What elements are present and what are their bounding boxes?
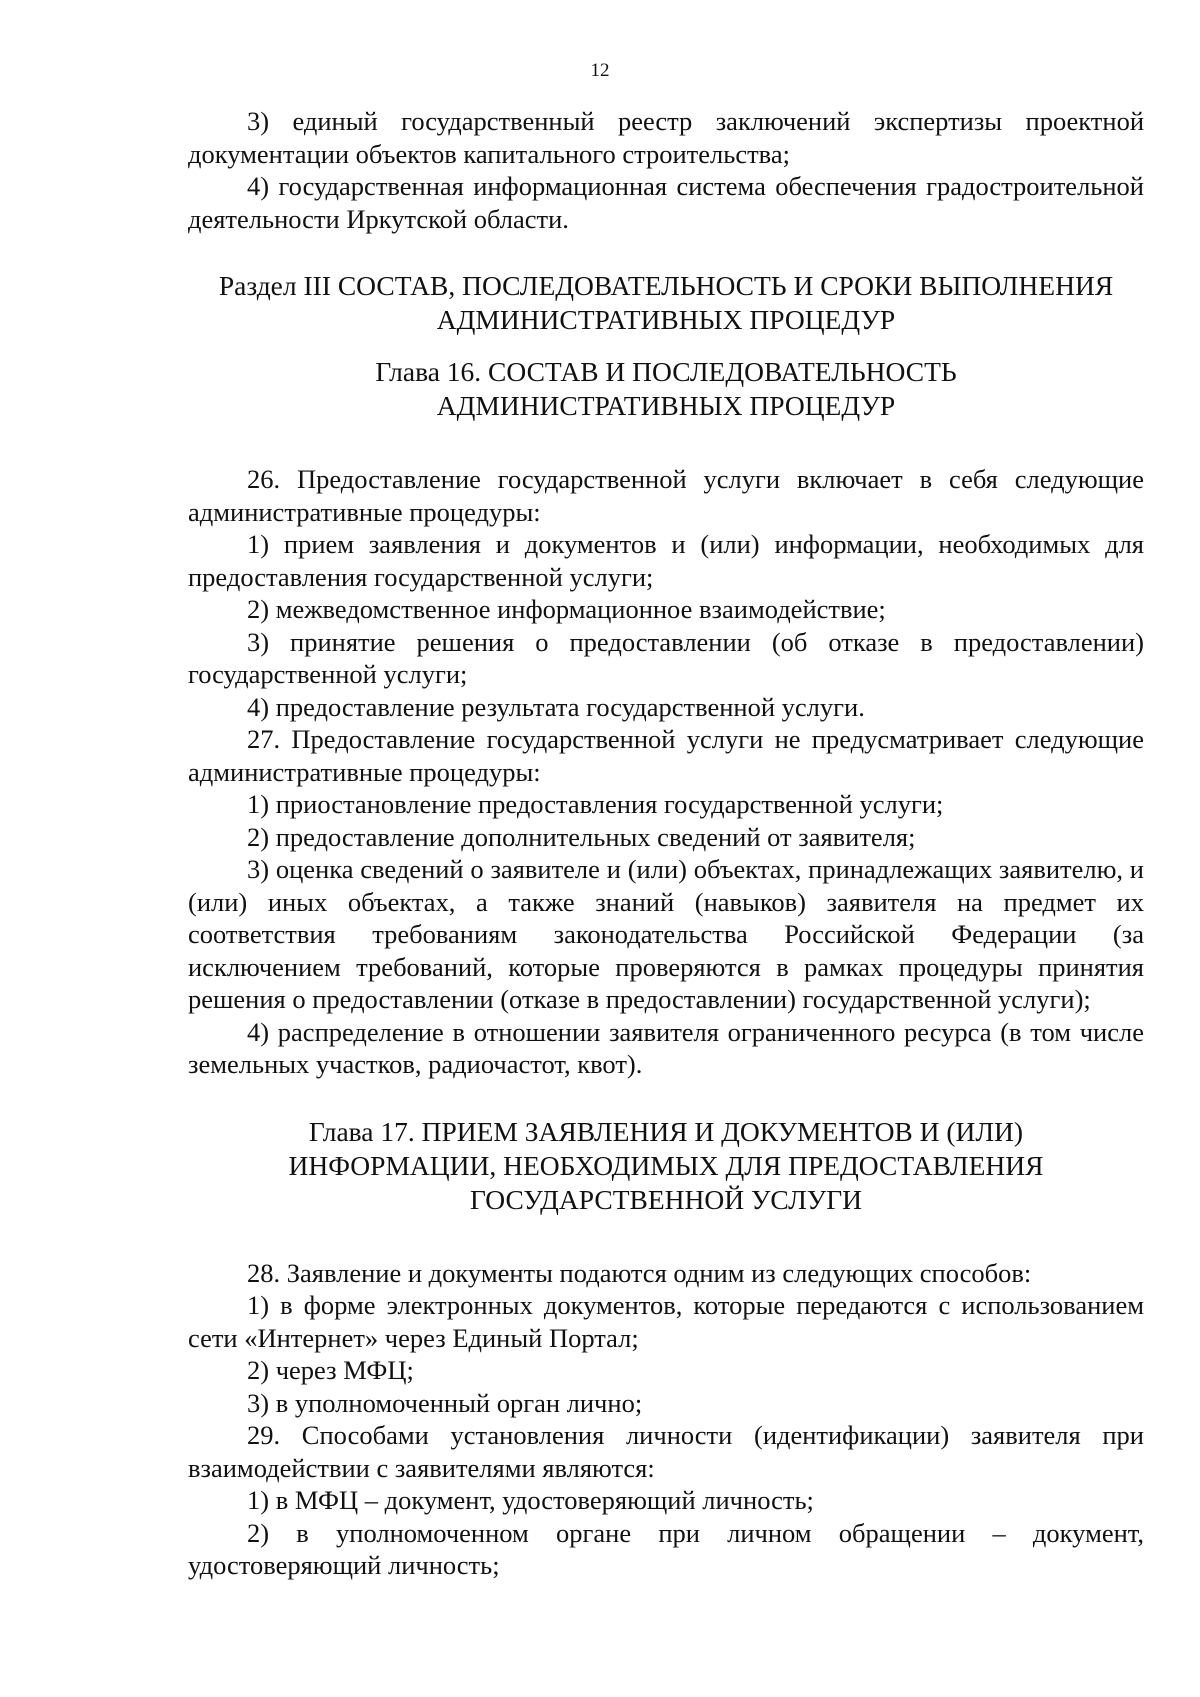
paragraph-27-item-4: 4) распределение в отношении заявителя ограниченного ресурса (в том числе земельных участков, радиочастот, квот). — [188, 1016, 1144, 1079]
paragraph-28-item-2: 2) через МФЦ; — [247, 1355, 414, 1385]
paragraph-28: 28. Заявление и документы подаются одним из следующих способов: — [247, 1257, 1032, 1288]
chapter-17-heading — [188, 1115, 1144, 1217]
section-heading-line-2: АДМИНИСТРАТИВНЫХ ПРОЦЕДУР — [436, 304, 896, 335]
paragraph-28-item-1: 1) в форме электронных документов, которые передаются с использованием сети «Интернет» через Единый Портал; — [188, 1290, 1144, 1353]
paragraph-27-item-3: 3) оценка сведений о заявителе и (или) объектах, принадлежащих заявителю, и (или) иных объектах, а также знаний (навыков) заявителя на предмет их соответствия требованиям законодательства Российской Федерации (за исключением требований, которые проверяются в рамках процедуры принятия решения о предоставлении (отказе в предоставлении) государственной услуги); — [188, 854, 1144, 1014]
paragraph-26-item-1: 1) прием заявления и документов и (или) информации, необходимых для предоставления государственной услуги; — [188, 529, 1144, 592]
section-heading — [188, 269, 1144, 337]
paragraph-28-item-3: 3) в уполномоченный орган лично; — [247, 1387, 643, 1418]
paragraph-26: 26. Предоставление государственной услуги включает в себя следующие административные процедуры: — [188, 464, 1144, 527]
paragraph-27-item-2: 2) предоставление дополнительных сведений от заявителя; — [247, 821, 916, 852]
paragraph-27: 27. Предоставление государственной услуги не предусматривает следующие административные процедуры: — [188, 724, 1144, 787]
chapter-16-heading-line-2: АДМИНИСТРАТИВНЫХ ПРОЦЕДУР — [436, 390, 896, 421]
page-content — [188, 105, 1144, 1582]
paragraph-26-item-4: 4) предоставление результата государственной услуги. — [247, 691, 865, 722]
section-heading-line-1: Раздел III СОСТАВ, ПОСЛЕДОВАТЕЛЬНОСТЬ И СРОКИ ВЫПОЛНЕНИЯ — [218, 270, 1114, 301]
chapter-16-heading — [188, 355, 1144, 423]
paragraph-29-item-1: 1) в МФЦ – документ, удостоверяющий личность; — [247, 1485, 814, 1515]
chapter-17-heading-line-1: Глава 17. ПРИЕМ ЗАЯВЛЕНИЯ И ДОКУМЕНТОВ И (ИЛИ) — [308, 1115, 1024, 1147]
paragraph-26-item-3: 3) принятие решения о предоставлении (об отказе в предоставлении) государственной услуги; — [188, 626, 1144, 689]
page-number: 12 — [590, 60, 610, 81]
intro-item-3: 3) единый государственный реестр заключений экспертизы проектной документации объектов капитального строительства; — [188, 106, 1144, 169]
paragraph-26-item-2: 2) межведомственное информационное взаимодействие; — [247, 594, 886, 624]
paragraph-29-item-2: 2) в уполномоченном органе при личном обращении – документ, удостоверяющий личность; — [188, 1517, 1144, 1580]
chapter-16-heading-line-1: Глава 16. СОСТАВ И ПОСЛЕДОВАТЕЛЬНОСТЬ — [375, 356, 957, 387]
paragraph-27-item-1: 1) приостановление предоставления государственной услуги; — [247, 789, 944, 819]
paragraph-29: 29. Способами установления личности (идентификации) заявителя при взаимодействии с заявителями являются: — [188, 1420, 1144, 1483]
chapter-17-heading-line-2: ИНФОРМАЦИИ, НЕОБХОДИМЫХ ДЛЯ ПРЕДОСТАВЛЕНИЯ — [288, 1149, 1044, 1181]
intro-item-4: 4) государственная информационная система обеспечения градостроительной деятельности Иркутской области. — [188, 171, 1144, 234]
chapter-17-heading-line-3: ГОСУДАРСТВЕННОЙ УСЛУГИ — [470, 1183, 862, 1215]
